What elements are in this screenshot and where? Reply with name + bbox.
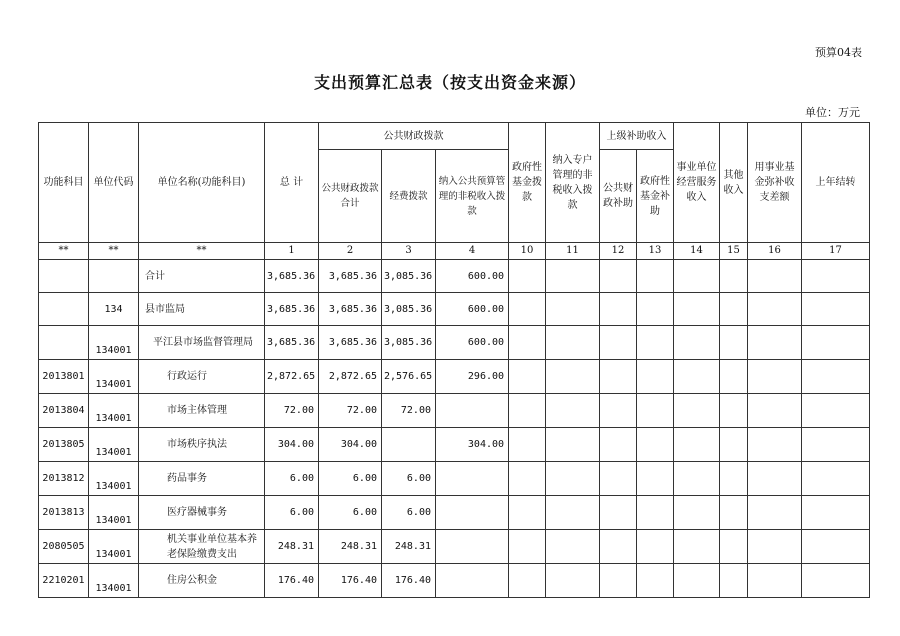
total-cell: 304.00 — [265, 428, 319, 462]
func-code-cell: 2013804 — [39, 394, 89, 428]
empty-cell — [802, 462, 870, 496]
empty-cell — [674, 260, 720, 293]
index-cell: 16 — [748, 243, 802, 260]
public-total-cell: 72.00 — [319, 394, 382, 428]
empty-cell — [802, 260, 870, 293]
unit-code-cell: 134001 — [89, 428, 139, 462]
public-total-cell: 6.00 — [319, 496, 382, 530]
empty-cell — [546, 428, 600, 462]
empty-cell — [802, 326, 870, 360]
empty-cell — [802, 394, 870, 428]
nontax-cell — [436, 530, 509, 564]
index-cell: 17 — [802, 243, 870, 260]
nontax-cell — [436, 564, 509, 598]
nontax-cell: 600.00 — [436, 326, 509, 360]
header-upper-fund: 政府性基金补助 — [637, 150, 674, 243]
empty-cell — [509, 394, 546, 428]
unit-name-cell: 县市监局 — [139, 293, 265, 326]
index-cell: 2 — [319, 243, 382, 260]
empty-cell — [674, 293, 720, 326]
public-total-cell: 3,685.36 — [319, 293, 382, 326]
empty-cell — [802, 564, 870, 598]
unit-code-cell: 134001 — [89, 564, 139, 598]
empty-cell — [802, 293, 870, 326]
column-index-row — [39, 243, 870, 260]
index-cell: ** — [39, 243, 89, 260]
empty-cell — [546, 293, 600, 326]
unit-code-cell: 134001 — [89, 360, 139, 394]
empty-cell — [637, 462, 674, 496]
unit-code-cell: 134001 — [89, 496, 139, 530]
empty-cell — [720, 293, 748, 326]
empty-cell — [637, 260, 674, 293]
empty-cell — [509, 260, 546, 293]
empty-cell — [674, 428, 720, 462]
empty-cell — [546, 360, 600, 394]
empty-cell — [674, 326, 720, 360]
empty-cell — [720, 260, 748, 293]
empty-cell — [748, 394, 802, 428]
table-row — [39, 462, 870, 496]
header-nontax: 纳入公共预算管理的非税收入拨款 — [436, 150, 509, 243]
expense-cell: 3,085.36 — [382, 326, 436, 360]
func-code-cell: 2210201 — [39, 564, 89, 598]
empty-cell — [637, 428, 674, 462]
nontax-cell: 304.00 — [436, 428, 509, 462]
empty-cell — [720, 496, 748, 530]
expense-cell: 6.00 — [382, 496, 436, 530]
unit-name-cell: 市场秩序执法 — [139, 428, 265, 462]
unit-name-cell: 平江县市场监督管理局 — [139, 326, 265, 360]
header-upper-group: 上级补助收入 — [600, 123, 674, 150]
empty-cell — [748, 360, 802, 394]
nontax-cell: 600.00 — [436, 293, 509, 326]
table-row — [39, 530, 870, 564]
empty-cell — [674, 360, 720, 394]
total-cell: 3,685.36 — [265, 326, 319, 360]
unit-name-cell: 住房公积金 — [139, 564, 265, 598]
empty-cell — [748, 564, 802, 598]
empty-cell — [546, 564, 600, 598]
empty-cell — [546, 326, 600, 360]
unit-name-cell: 机关事业单位基本养老保险缴费支出 — [139, 530, 265, 564]
empty-cell — [748, 428, 802, 462]
empty-cell — [546, 260, 600, 293]
empty-cell — [600, 496, 637, 530]
total-cell: 176.40 — [265, 564, 319, 598]
func-code-cell — [39, 326, 89, 360]
empty-cell — [509, 564, 546, 598]
unit-name-cell: 市场主体管理 — [139, 394, 265, 428]
unit-code-cell: 134001 — [89, 462, 139, 496]
unit-code-cell — [89, 260, 139, 293]
index-cell: 3 — [382, 243, 436, 260]
unit-code-cell: 134 — [89, 293, 139, 326]
empty-cell — [546, 462, 600, 496]
empty-cell — [720, 428, 748, 462]
empty-cell — [546, 530, 600, 564]
empty-cell — [509, 326, 546, 360]
expense-cell: 176.40 — [382, 564, 436, 598]
public-total-cell: 3,685.36 — [319, 260, 382, 293]
empty-cell — [748, 496, 802, 530]
empty-cell — [748, 293, 802, 326]
table-row — [39, 326, 870, 360]
index-cell: ** — [139, 243, 265, 260]
table-row — [39, 428, 870, 462]
public-total-cell: 2,872.65 — [319, 360, 382, 394]
empty-cell — [600, 394, 637, 428]
empty-cell — [637, 394, 674, 428]
empty-cell — [600, 530, 637, 564]
nontax-cell: 600.00 — [436, 260, 509, 293]
empty-cell — [748, 530, 802, 564]
empty-cell — [600, 326, 637, 360]
empty-cell — [674, 496, 720, 530]
expense-cell — [382, 428, 436, 462]
empty-cell — [720, 394, 748, 428]
header-other: 其他收入 — [720, 123, 748, 243]
header-fund-balance: 用事业基金弥补收支差额 — [748, 123, 802, 243]
empty-cell — [748, 326, 802, 360]
func-code-cell: 2013805 — [39, 428, 89, 462]
empty-cell — [720, 462, 748, 496]
unit-code-cell: 134001 — [89, 530, 139, 564]
unit-label: 单位：万元 — [805, 106, 860, 119]
empty-cell — [674, 462, 720, 496]
empty-cell — [720, 360, 748, 394]
empty-cell — [637, 360, 674, 394]
index-cell: 13 — [637, 243, 674, 260]
header-business: 事业单位经营服务收入 — [674, 123, 720, 243]
table-row — [39, 496, 870, 530]
budget-summary-table — [38, 122, 870, 598]
func-code-cell: 2013813 — [39, 496, 89, 530]
empty-cell — [637, 564, 674, 598]
expense-cell: 2,576.65 — [382, 360, 436, 394]
header-public-total: 公共财政拨款合计 — [319, 150, 382, 243]
unit-code-cell: 134001 — [89, 394, 139, 428]
index-cell: 1 — [265, 243, 319, 260]
empty-cell — [802, 530, 870, 564]
empty-cell — [600, 260, 637, 293]
header-carryover: 上年结转 — [802, 123, 870, 243]
empty-cell — [674, 564, 720, 598]
total-cell: 248.31 — [265, 530, 319, 564]
index-cell: 11 — [546, 243, 600, 260]
empty-cell — [674, 394, 720, 428]
nontax-cell — [436, 394, 509, 428]
table-row — [39, 394, 870, 428]
empty-cell — [600, 360, 637, 394]
header-unit-code: 单位代码 — [89, 123, 139, 243]
func-code-cell: 2013801 — [39, 360, 89, 394]
expense-cell: 72.00 — [382, 394, 436, 428]
header-public-group: 公共财政拨款 — [319, 123, 509, 150]
total-cell: 6.00 — [265, 496, 319, 530]
empty-cell — [509, 496, 546, 530]
total-cell: 3,685.36 — [265, 260, 319, 293]
unit-name-cell: 合计 — [139, 260, 265, 293]
index-cell: 14 — [674, 243, 720, 260]
empty-cell — [674, 530, 720, 564]
empty-cell — [748, 462, 802, 496]
table-header — [39, 123, 870, 260]
empty-cell — [637, 496, 674, 530]
empty-cell — [509, 530, 546, 564]
table-body — [39, 260, 870, 598]
empty-cell — [802, 496, 870, 530]
empty-cell — [720, 326, 748, 360]
unit-name-cell: 药品事务 — [139, 462, 265, 496]
expense-cell: 248.31 — [382, 530, 436, 564]
expense-cell: 3,085.36 — [382, 293, 436, 326]
unit-name-cell: 医疗器械事务 — [139, 496, 265, 530]
header-upper-public: 公共财政补助 — [600, 150, 637, 243]
total-cell: 3,685.36 — [265, 293, 319, 326]
empty-cell — [600, 564, 637, 598]
index-cell: 4 — [436, 243, 509, 260]
total-cell: 6.00 — [265, 462, 319, 496]
empty-cell — [600, 293, 637, 326]
public-total-cell: 304.00 — [319, 428, 382, 462]
empty-cell — [546, 394, 600, 428]
public-total-cell: 176.40 — [319, 564, 382, 598]
empty-cell — [802, 428, 870, 462]
index-cell: 10 — [509, 243, 546, 260]
expense-cell: 6.00 — [382, 462, 436, 496]
header-func-code: 功能科目 — [39, 123, 89, 243]
nontax-cell — [436, 496, 509, 530]
empty-cell — [600, 462, 637, 496]
empty-cell — [637, 530, 674, 564]
index-cell: ** — [89, 243, 139, 260]
empty-cell — [720, 530, 748, 564]
table-row — [39, 564, 870, 598]
index-cell: 15 — [720, 243, 748, 260]
page-title: 支出预算汇总表（按支出资金来源） — [313, 73, 586, 92]
index-cell: 12 — [600, 243, 637, 260]
unit-name-cell: 行政运行 — [139, 360, 265, 394]
empty-cell — [720, 564, 748, 598]
header-special: 纳入专户管理的非税收入拨款 — [546, 123, 600, 243]
header-gov-fund: 政府性基金拨款 — [509, 123, 546, 243]
total-cell: 72.00 — [265, 394, 319, 428]
unit-code-cell: 134001 — [89, 326, 139, 360]
table-row — [39, 360, 870, 394]
empty-cell — [509, 462, 546, 496]
empty-cell — [600, 428, 637, 462]
expense-cell: 3,085.36 — [382, 260, 436, 293]
empty-cell — [637, 326, 674, 360]
nontax-cell: 296.00 — [436, 360, 509, 394]
table-number-tag: 预算04表 — [815, 46, 862, 59]
header-total: 总 计 — [265, 123, 319, 243]
header-expense: 经费拨款 — [382, 150, 436, 243]
func-code-cell — [39, 260, 89, 293]
table-row — [39, 260, 870, 293]
empty-cell — [637, 293, 674, 326]
header-unit-name: 单位名称(功能科目) — [139, 123, 265, 243]
public-total-cell: 6.00 — [319, 462, 382, 496]
empty-cell — [509, 360, 546, 394]
nontax-cell — [436, 462, 509, 496]
total-cell: 2,872.65 — [265, 360, 319, 394]
empty-cell — [748, 260, 802, 293]
empty-cell — [546, 496, 600, 530]
func-code-cell: 2013812 — [39, 462, 89, 496]
func-code-cell: 2080505 — [39, 530, 89, 564]
public-total-cell: 248.31 — [319, 530, 382, 564]
empty-cell — [509, 428, 546, 462]
empty-cell — [509, 293, 546, 326]
empty-cell — [802, 360, 870, 394]
func-code-cell — [39, 293, 89, 326]
table-row — [39, 293, 870, 326]
public-total-cell: 3,685.36 — [319, 326, 382, 360]
